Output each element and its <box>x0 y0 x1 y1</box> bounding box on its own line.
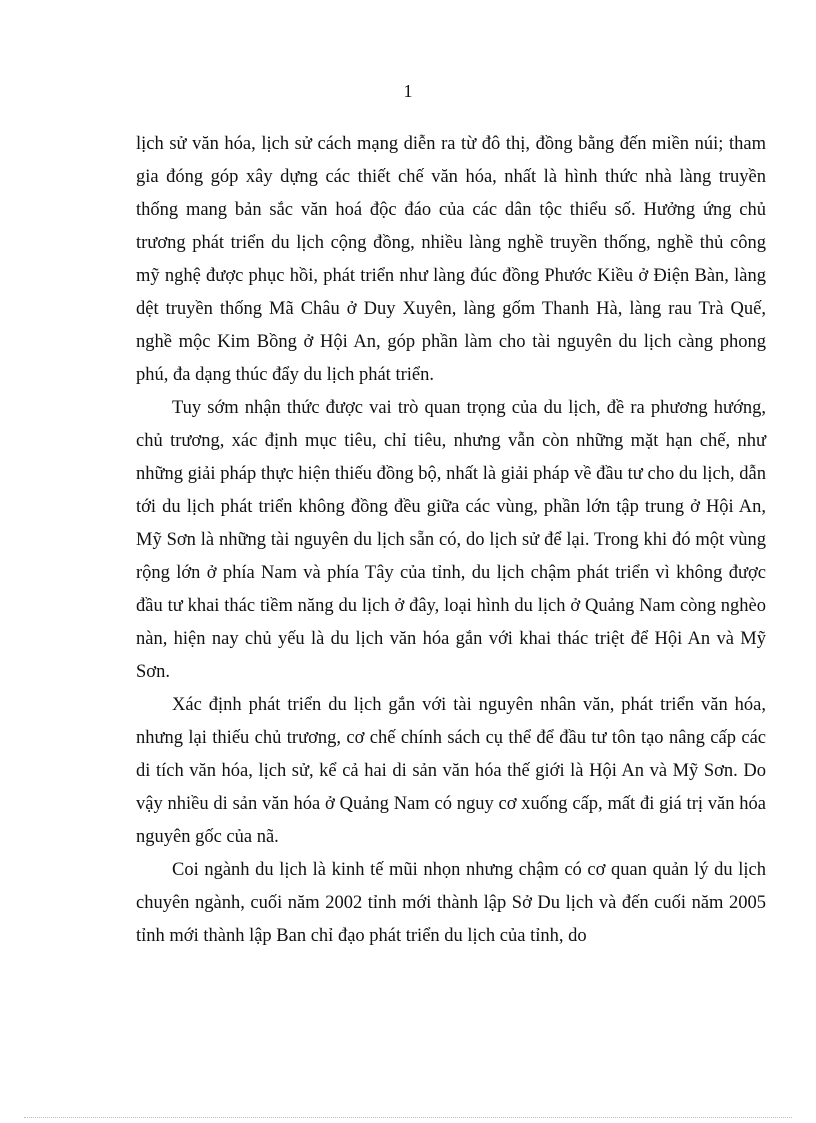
paragraph-2: Tuy sớm nhận thức được vai trò quan trọng của du lịch, đề ra phương hướng, chủ trương, xác định mục tiêu, chỉ tiêu, nhưng vẫn còn những mặt hạn chế, như những giải pháp thực hiện thiếu đồng bộ, nhất là giải pháp về đầu tư cho du lịch, dẫn tới du lịch phát triển không đồng đều giữa các vùng, phần lớn tập trung ở Hội An, Mỹ Sơn là những tài nguyên du lịch sẵn có, do lịch sử để lại. Trong khi đó một vùng rộng lớn ở phía Nam và phía Tây của tỉnh, du lịch chậm phát triển vì không được đầu tư khai thác tiềm năng du lịch ở đây, loại hình du lịch ở Quảng Nam còng nghèo nàn, hiện nay chủ yếu là du lịch văn hóa gắn với khai thác triệt để Hội An và Mỹ Sơn. <box>136 398 766 682</box>
paragraph-1: lịch sử văn hóa, lịch sử cách mạng diễn ra từ đô thị, đồng bằng đến miền núi; tham gia đóng góp xây dựng các thiết chế văn hóa, nhất là hình thức nhà làng truyền thống mang bản sắc văn hoá độc đáo của các dân tộc thiểu số. Hưởng ứng chủ trương phát triển du lịch cộng đồng, nhiều làng nghề truyền thống, nghề thủ công mỹ nghệ được phục hồi, phát triển như làng đúc đồng Phước Kiều ở Điện Bàn, làng dệt truyền thống Mã Châu ở Duy Xuyên, làng gốm Thanh Hà, làng rau Trà Quế, nghề mộc Kim Bồng ở Hội An, góp phần làm cho tài nguyên du lịch càng phong phú, đa dạng thúc đẩy du lịch phát triển. <box>136 134 766 385</box>
body-text <box>136 128 766 953</box>
page-bottom-divider <box>24 1117 792 1118</box>
paragraph-3: Xác định phát triển du lịch gắn với tài nguyên nhân văn, phát triển văn hóa, nhưng lại thiếu chủ trương, cơ chế chính sách cụ thể để đầu tư tôn tạo nâng cấp các di tích văn hóa, lịch sử, kể cả hai di sản văn hóa thế giới là Hội An và Mỹ Sơn. Do vậy nhiều di sản văn hóa ở Quảng Nam có nguy cơ xuống cấp, mất đi giá trị văn hóa nguyên gốc của nã. <box>136 695 766 847</box>
paragraph-4: Coi ngành du lịch là kinh tế mũi nhọn nhưng chậm có cơ quan quản lý du lịch chuyên ngành, cuối năm 2002 tỉnh mới thành lập Sở Du lịch và đến cuối năm 2005 tỉnh mới thành lập Ban chỉ đạo phát triển du lịch của tỉnh, do <box>136 860 766 946</box>
page-number: 1 <box>403 81 413 101</box>
